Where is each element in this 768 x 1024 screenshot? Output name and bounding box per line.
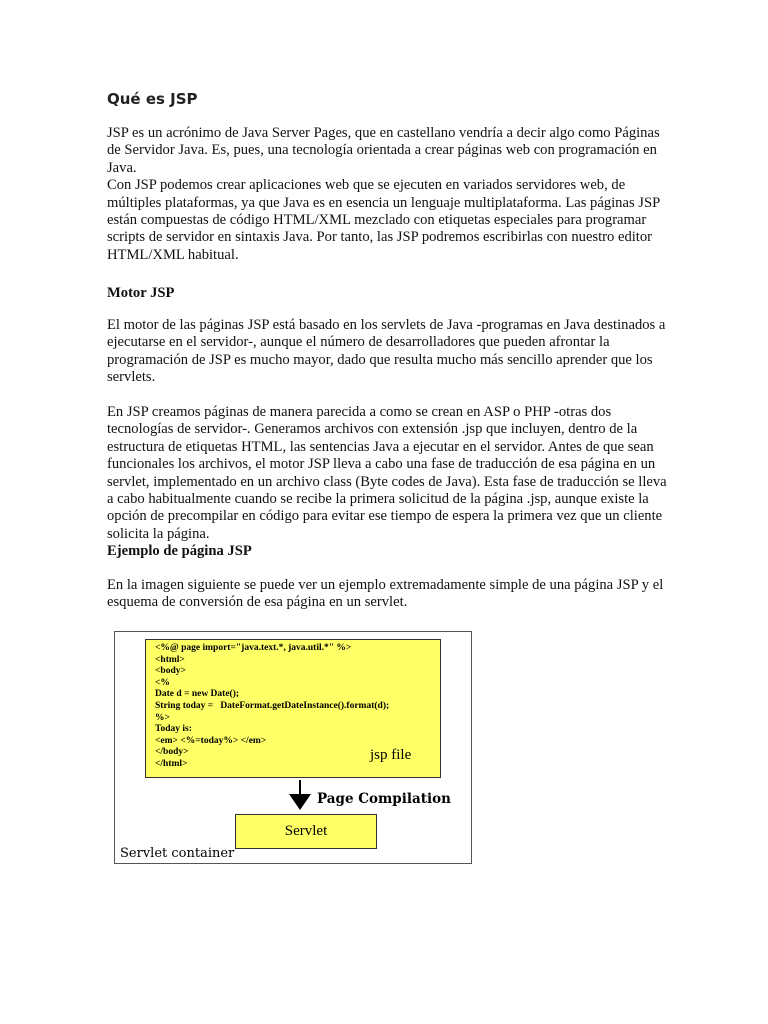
code-line: <body> xyxy=(155,666,186,677)
motor-paragraph: El motor de las páginas JSP está basado en los servlets de Java -programas en Java destinados a ejecutarse en el servidor-, aunque el número de desarrolladores que pueden afrontar la programación de JSP es mucho mayor, dado que resulta mucho más sencillo aprender que los servlets. xyxy=(107,317,666,386)
creacion-paragraph: En JSP creamos páginas de manera parecida a como se crean en ASP o PHP -otras dos tecnologías de servidor-. Generamos archivos con extensión .jsp que incluyen, dentro de la estructura de etiquetas HTML, las sentencias Java a ejecutar en el servidor. Antes de que sean funcionales los archivos, el motor JSP lleva a cabo una fase de traducción de esa página en un servlet, implementado en un archivo class (Byte codes de Java). Esta fase de traducción se lleva a cabo habitualmente cuando se recibe la primera solicitud de la página .jsp, aunque existe la opción de precompilar en código para evitar ese tiempo de espera la primera vez que un cliente solicita la página. xyxy=(107,404,667,542)
jsp-compilation-diagram xyxy=(114,631,472,864)
code-line: %> xyxy=(155,712,170,723)
code-line: </html> xyxy=(155,759,188,769)
page-compilation-label: Page Compilation xyxy=(317,791,451,807)
code-line: </body> xyxy=(155,747,189,758)
jsp-file-label: jsp file xyxy=(370,747,412,763)
arrow-head-icon xyxy=(289,794,311,810)
code-line: <%@ page import="java.text.*, java.util.*" %> xyxy=(155,643,352,653)
code-line: <html> xyxy=(155,654,185,665)
servlet-label: Servlet xyxy=(284,823,328,839)
code-line: <em> <%=today%> </em> xyxy=(155,735,267,746)
heading-motor-jsp: Motor JSP xyxy=(107,285,175,301)
code-line: Today is: xyxy=(155,724,192,735)
page-title: Qué es JSP xyxy=(107,90,198,108)
code-line: String today = DateFormat.getDateInstance().format(d); xyxy=(155,701,390,711)
code-line: <% xyxy=(155,677,170,688)
ejemplo-paragraph: En la imagen siguiente se puede ver un ejemplo extremadamente simple de una página JSP y el esquema de conversión de esa página en un servlet. xyxy=(107,577,664,611)
code-line: Date d = new Date(); xyxy=(155,689,240,700)
heading-ejemplo-jsp: Ejemplo de página JSP xyxy=(107,543,252,559)
servlet-box xyxy=(235,814,377,849)
jsp-file-box xyxy=(145,639,441,778)
intro-paragraph: JSP es un acrónimo de Java Server Pages, que en castellano vendría a decir algo como Páginas de Servidor Java. Es, pues, una tecnología orientada a crear páginas web con programación en Java. Con JSP podemos crear aplicaciones web que se ejecuten en variados servidores web, de múltiples plataformas, ya que Java es en esencia un lenguaje multiplataforma. Las páginas JSP están compuestas de código HTML/XML mezclado con etiquetas especiales para programar scripts de servidor en sintaxis Java. Por tanto, las JSP podremos escribirlas con nuestro editor HTML/XML habitual. xyxy=(107,125,660,263)
servlet-container-label: Servlet container xyxy=(120,846,235,861)
